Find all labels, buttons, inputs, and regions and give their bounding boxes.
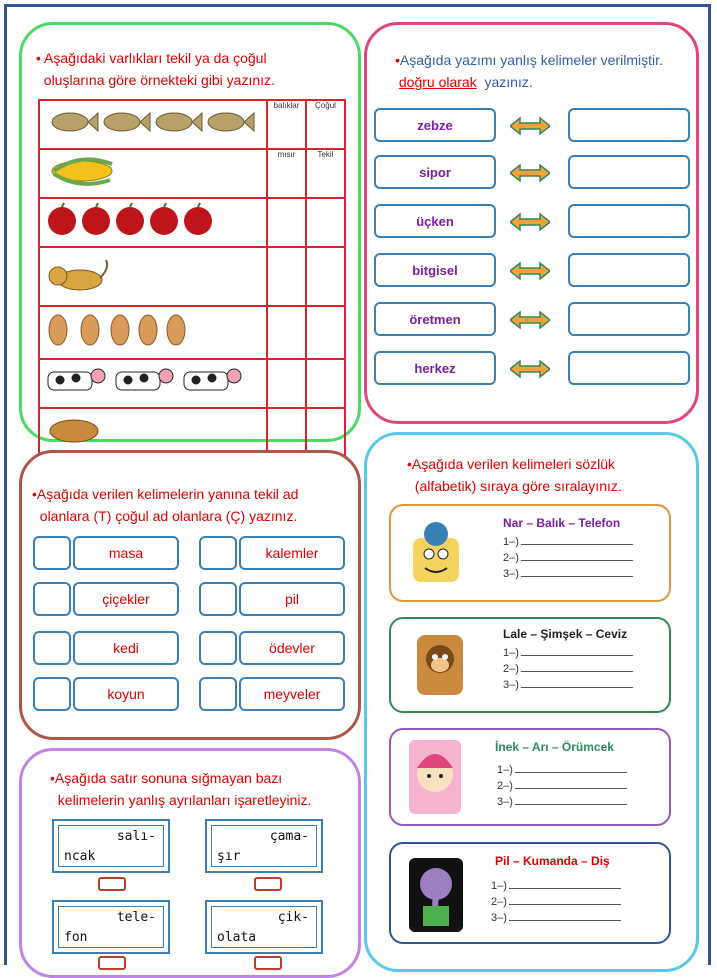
answer-box[interactable] xyxy=(568,204,690,238)
type-cell[interactable] xyxy=(306,247,345,306)
answer-line[interactable]: 2–) xyxy=(503,663,633,675)
apple-icon xyxy=(39,198,267,247)
mark-checkbox[interactable] xyxy=(98,956,126,970)
double-arrow-icon xyxy=(510,261,550,281)
mark-checkbox[interactable] xyxy=(98,877,126,891)
corn-icon xyxy=(39,149,267,198)
tc-answer-box[interactable] xyxy=(33,631,71,665)
table-row xyxy=(39,100,345,149)
type-cell[interactable] xyxy=(306,306,345,359)
word-box: kedi xyxy=(73,631,179,665)
monkey-character-icon xyxy=(417,635,463,695)
misspelled-word: herkez xyxy=(374,351,496,385)
mark-checkbox[interactable] xyxy=(254,877,282,891)
misspelled-word: üçken xyxy=(374,204,496,238)
tc-answer-box[interactable] xyxy=(33,582,71,616)
tc-answer-box[interactable] xyxy=(33,536,71,570)
word-box: koyun xyxy=(73,677,179,711)
alphabet-card xyxy=(389,617,671,713)
fish-icon xyxy=(39,100,267,149)
answer-line[interactable]: 3–) xyxy=(503,568,633,580)
table-row xyxy=(39,247,345,306)
girl-character-icon xyxy=(409,740,461,814)
panel5-instruction: •Aşağıda satır sonuna sığmayan bazı kelimelerin yanlış ayrılanları işaretleyiniz. xyxy=(50,770,312,808)
answer-box[interactable] xyxy=(568,302,690,336)
word-box: kalemler xyxy=(239,536,345,570)
answer-cell[interactable] xyxy=(267,247,306,306)
table-row xyxy=(39,198,345,247)
answer-box[interactable] xyxy=(568,253,690,287)
card-title: Lale – Şimşek – Ceviz xyxy=(503,627,628,641)
word-box: ödevler xyxy=(239,631,345,665)
dog-icon xyxy=(39,247,267,306)
answer-line[interactable]: 1–) xyxy=(497,764,627,776)
example-type-cell: Tekil xyxy=(306,149,345,198)
card-title: İnek – Arı – Örümcek xyxy=(495,740,614,754)
example-type-cell: Çoğul xyxy=(306,100,345,149)
alphabet-card xyxy=(389,504,671,602)
answer-line[interactable]: 1–) xyxy=(503,647,633,659)
cow-icon xyxy=(39,359,267,408)
elephant-character-icon xyxy=(409,858,463,932)
misspelled-word: öretmen xyxy=(374,302,496,336)
hyphenation-box: çik- olata xyxy=(205,900,323,954)
table-row xyxy=(39,306,345,359)
answer-cell[interactable] xyxy=(267,198,306,247)
card-title: Nar – Balık – Telefon xyxy=(503,516,621,530)
answer-line[interactable]: 1–) xyxy=(503,536,633,548)
double-arrow-icon xyxy=(510,116,550,136)
type-cell[interactable] xyxy=(306,198,345,247)
egg-icon xyxy=(39,306,267,359)
table-row xyxy=(39,359,345,408)
answer-line[interactable]: 2–) xyxy=(491,896,621,908)
card-title: Pil – Kumanda – Diş xyxy=(495,854,610,868)
example-answer-cell: mısır xyxy=(267,149,306,198)
word-box: meyveler xyxy=(239,677,345,711)
misspelled-word: sipor xyxy=(374,155,496,189)
misspelled-word: zebze xyxy=(374,108,496,142)
hyphenation-box: çama- şır xyxy=(205,819,323,873)
panel-singular-plural-table xyxy=(19,22,361,442)
tc-answer-box[interactable] xyxy=(199,631,237,665)
answer-box[interactable] xyxy=(568,155,690,189)
answer-line[interactable]: 1–) xyxy=(491,880,621,892)
answer-line[interactable]: 2–) xyxy=(497,780,627,792)
word-box: pil xyxy=(239,582,345,616)
double-arrow-icon xyxy=(510,163,550,183)
hyphenation-box: tele- fon xyxy=(52,900,170,954)
alphabet-card xyxy=(389,842,671,944)
panel1-instruction: • Aşağıdaki varlıkları tekil ya da çoğul oluşlarına göre örnekteki gibi yazınız. xyxy=(36,50,275,88)
answer-cell[interactable] xyxy=(267,306,306,359)
type-cell[interactable] xyxy=(306,359,345,408)
word-box: çiçekler xyxy=(73,582,179,616)
double-arrow-icon xyxy=(510,359,550,379)
misspelled-word: bitgisel xyxy=(374,253,496,287)
tc-answer-box[interactable] xyxy=(199,677,237,711)
answer-line[interactable]: 3–) xyxy=(497,796,627,808)
double-arrow-icon xyxy=(510,212,550,232)
answer-line[interactable]: 3–) xyxy=(503,679,633,691)
example-answer-cell: balıklar xyxy=(267,100,306,149)
table-row xyxy=(39,149,345,198)
panel4-instruction: •Aşağıda verilen kelimeleri sözlük (alfabetik) sıraya göre sıralayınız. xyxy=(407,456,622,494)
tc-answer-box[interactable] xyxy=(33,677,71,711)
tc-answer-box[interactable] xyxy=(199,582,237,616)
answer-line[interactable]: 3–) xyxy=(491,912,621,924)
tc-answer-box[interactable] xyxy=(199,536,237,570)
mark-checkbox[interactable] xyxy=(254,956,282,970)
panel3-instruction: •Aşağıda verilen kelimelerin yanına tekil ad olanlara (T) çoğul ad olanlara (Ç) yazınız. xyxy=(32,486,299,524)
answer-cell[interactable] xyxy=(267,359,306,408)
cartoon-character-icon xyxy=(411,520,461,586)
word-box: masa xyxy=(73,536,179,570)
answer-line[interactable]: 2–) xyxy=(503,552,633,564)
alphabet-card xyxy=(389,728,671,826)
hyphenation-box: salı- ncak xyxy=(52,819,170,873)
answer-box[interactable] xyxy=(568,351,690,385)
panel2-instruction: •Aşağıda yazımı yanlış kelimeler verilmiştir. doğru olarak yazınız. xyxy=(395,52,663,90)
double-arrow-icon xyxy=(510,310,550,330)
singular-plural-table xyxy=(38,99,346,458)
answer-box[interactable] xyxy=(568,108,690,142)
